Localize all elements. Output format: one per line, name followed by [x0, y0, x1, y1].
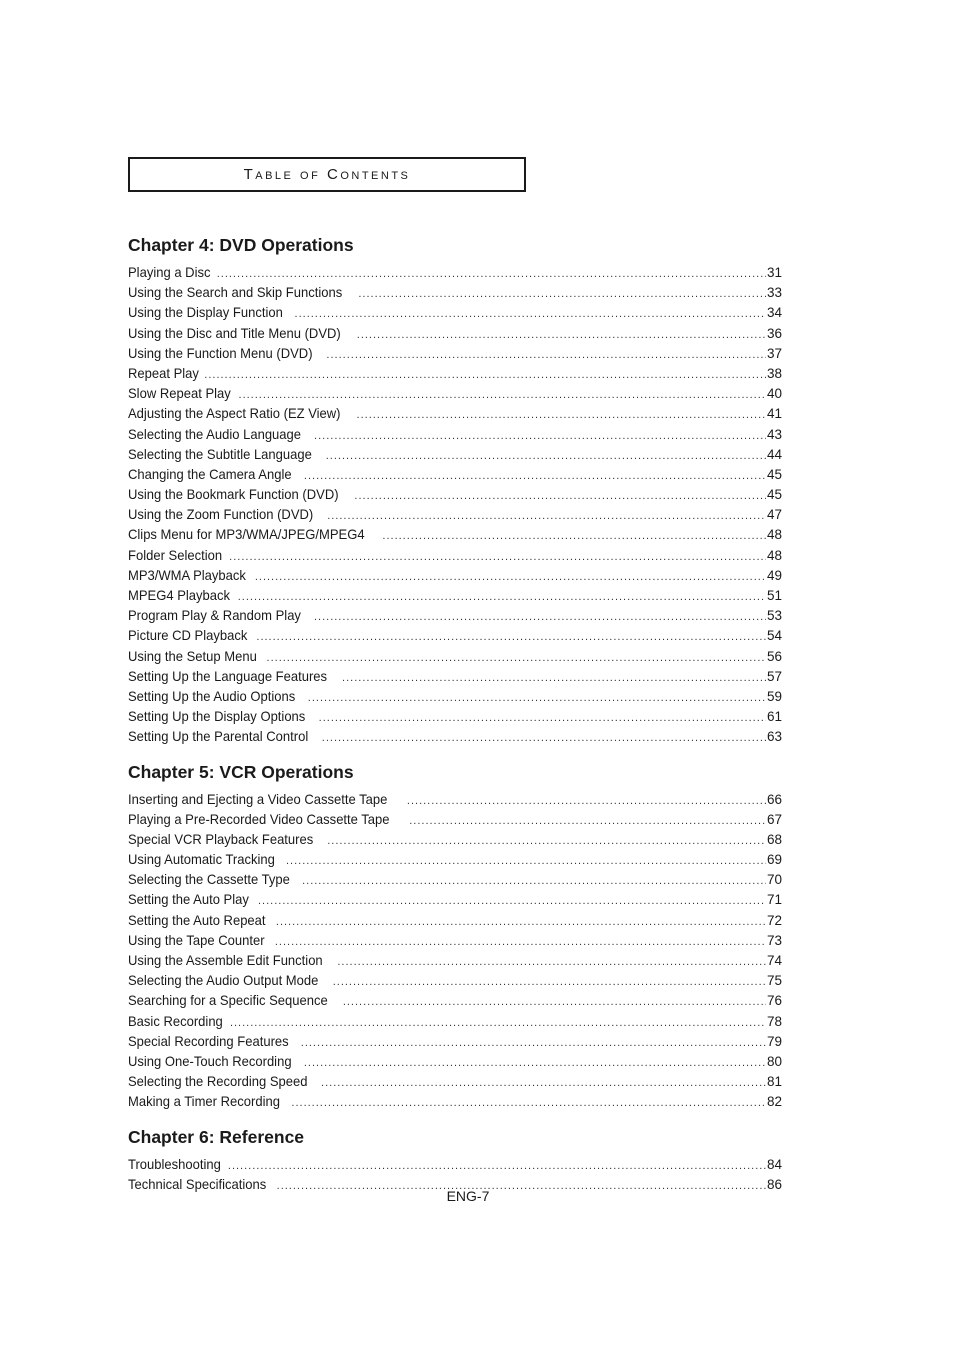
entry-page-number: 79: [766, 1033, 782, 1049]
toc-entry: [128, 282, 782, 302]
entry-title: Using the Bookmark Function (DVD): [128, 486, 339, 503]
chapter-heading: Chapter 5: VCR Operations: [128, 761, 354, 782]
dot-leader: [286, 849, 766, 869]
entry-page-number: 38: [766, 365, 782, 381]
dot-leader: [343, 990, 766, 1010]
entry-title: Using Automatic Tracking: [128, 851, 275, 868]
entry-page-number: 45: [766, 466, 782, 482]
toc-entry: [128, 726, 782, 746]
toc-entry: [128, 585, 782, 605]
entry-title: Playing a Disc: [128, 264, 211, 280]
entry-title: Changing the Camera Angle: [128, 465, 292, 482]
toc-entry: [128, 930, 782, 950]
toc-entry: [128, 262, 782, 282]
dot-leader: [319, 706, 766, 726]
entry-page-number: 49: [766, 567, 782, 583]
toc-entry: [128, 444, 782, 464]
entry-title: Using One-Touch Recording: [128, 1052, 292, 1069]
dot-leader: [295, 302, 766, 322]
toc-entry: [128, 889, 782, 909]
toc-entry: [128, 565, 782, 585]
entry-title: Selecting the Audio Output Mode: [128, 972, 319, 989]
entry-title: Using the Disc and Title Menu (DVD): [128, 324, 341, 341]
dot-leader: [333, 970, 766, 990]
entry-title: Making a Timer Recording: [128, 1093, 280, 1110]
dot-leader: [342, 666, 766, 686]
chapter-heading: Chapter 6: Reference: [128, 1126, 305, 1147]
entry-page-number: 68: [766, 831, 782, 847]
dot-leader: [314, 605, 766, 625]
dot-leader: [291, 1091, 766, 1111]
dot-leader: [302, 869, 766, 889]
dot-leader: [238, 585, 766, 605]
dot-leader: [256, 625, 766, 645]
toc-entry: [128, 524, 782, 544]
toc-entry: [128, 605, 782, 625]
entry-page-number: 44: [766, 446, 782, 462]
toc-entry: [128, 1154, 782, 1174]
entry-page-number: 48: [766, 547, 782, 563]
entry-title: Picture CD Playback: [128, 627, 248, 644]
toc-entry: [128, 809, 782, 829]
entry-page-number: 82: [766, 1094, 782, 1110]
dot-leader: [255, 565, 766, 585]
toc-entry: [128, 424, 782, 444]
entry-page-number: 76: [766, 993, 782, 1009]
entry-title: Using the Setup Menu: [128, 647, 257, 664]
dot-leader: [409, 809, 766, 829]
toc-entry: [128, 625, 782, 645]
entry-title: Using the Assemble Edit Function: [128, 952, 323, 968]
dot-leader: [304, 1051, 766, 1071]
entry-page-number: 72: [766, 912, 782, 928]
entry-page-number: 34: [766, 305, 782, 321]
entry-page-number: 78: [766, 1013, 782, 1029]
entry-title: Setting Up the Parental Control: [128, 728, 309, 745]
entry-title: Selecting the Subtitle Language: [128, 445, 312, 462]
entry-page-number: 37: [766, 345, 782, 361]
toc-entry: [128, 706, 782, 726]
toc-entry: [128, 970, 782, 990]
entry-page-number: 73: [766, 932, 782, 948]
toc-entry: [128, 950, 782, 970]
entry-page-number: 53: [766, 608, 782, 624]
dot-leader: [314, 424, 766, 444]
toc-entry: [128, 910, 782, 930]
entry-page-number: 66: [766, 791, 782, 807]
toc-entry: [128, 484, 782, 504]
entry-title: Setting the Auto Play: [128, 891, 249, 908]
dot-leader: [229, 545, 766, 565]
entry-title: Selecting the Audio Language: [128, 425, 302, 442]
dot-leader: [357, 403, 766, 423]
entry-title: Selecting the Recording Speed: [128, 1073, 308, 1090]
dot-leader: [326, 343, 766, 363]
entry-page-number: 67: [766, 811, 782, 827]
entry-title: Setting Up the Display Options: [128, 708, 306, 725]
entry-page-number: 84: [766, 1156, 782, 1172]
entry-page-number: 86: [766, 1176, 782, 1192]
entry-list: [128, 262, 782, 747]
toc-header-box: [128, 157, 526, 192]
entry-title: Using the Display Function: [128, 304, 283, 321]
toc-entry: [128, 829, 782, 849]
dot-leader: [301, 1031, 766, 1051]
toc-entry: [128, 403, 782, 423]
dot-leader: [228, 1154, 766, 1174]
entry-title: Clips Menu for MP3/WMA/JPEG/MPEG4: [128, 526, 365, 543]
dot-leader: [276, 910, 766, 930]
toc-entry: [128, 323, 782, 343]
entry-page-number: 51: [766, 588, 782, 603]
entry-title: Setting Up the Language Features: [128, 667, 328, 684]
entry-title: MPEG4 Playback: [128, 587, 231, 603]
entry-page-number: 80: [766, 1053, 782, 1069]
toc-entry: [128, 504, 782, 524]
entry-title: Setting Up the Audio Options: [128, 687, 296, 704]
entry-title: Inserting and Ejecting a Video Cassette Tape: [128, 790, 388, 807]
toc-entry: [128, 1091, 782, 1111]
toc-entry: [128, 302, 782, 322]
toc-entry: [128, 363, 782, 383]
toc-entry: [128, 1051, 782, 1071]
entry-page-number: 45: [766, 487, 782, 503]
entry-title: Using the Tape Counter: [128, 931, 265, 948]
entry-page-number: 57: [766, 668, 782, 684]
entry-page-number: 61: [766, 709, 782, 725]
page-title: Table of Contents: [243, 166, 411, 183]
dot-leader: [382, 524, 766, 544]
toc-entry: [128, 686, 782, 706]
toc-entry: [128, 849, 782, 869]
toc-entry: [128, 464, 782, 484]
dot-leader: [258, 889, 766, 909]
page-number: ENG-7: [446, 1188, 490, 1204]
dot-leader: [267, 646, 766, 666]
chapter-6: [128, 1124, 782, 1194]
entry-page-number: 56: [766, 648, 782, 664]
entry-page-number: 33: [766, 285, 782, 301]
dot-leader: [217, 262, 766, 282]
dot-leader: [308, 686, 766, 706]
dot-leader: [407, 789, 766, 809]
entry-title: Repeat Play: [128, 364, 199, 381]
toc-entry: [128, 646, 782, 666]
entry-title: Slow Repeat Play: [128, 385, 231, 402]
dot-leader: [204, 363, 766, 383]
entry-title: Using the Search and Skip Functions: [128, 284, 343, 301]
entry-page-number: 75: [766, 973, 782, 989]
entry-page-number: 70: [766, 872, 782, 888]
dot-leader: [327, 504, 766, 524]
toc-entry: [128, 1031, 782, 1051]
entry-title: Troubleshooting: [128, 1155, 221, 1172]
entry-title: Searching for a Specific Sequence: [128, 992, 328, 1009]
entry-title: Technical Specifications: [128, 1175, 267, 1192]
entry-page-number: 36: [766, 325, 782, 341]
entry-title: Adjusting the Aspect Ratio (EZ View): [128, 405, 341, 422]
dot-leader: [326, 444, 766, 464]
entry-list: [128, 789, 782, 1112]
toc-entry: [128, 869, 782, 889]
entry-title: Using the Function Menu (DVD): [128, 344, 313, 361]
toc-entry: [128, 789, 782, 809]
entry-page-number: 74: [766, 953, 782, 968]
entry-title: Special Recording Features: [128, 1032, 289, 1049]
toc-entry: [128, 383, 782, 403]
dot-leader: [321, 1071, 766, 1091]
entry-title: Folder Selection: [128, 546, 223, 563]
dot-leader: [354, 484, 766, 504]
entry-title: Setting the Auto Repeat: [128, 911, 266, 928]
entry-title: Selecting the Cassette Type: [128, 871, 290, 888]
entry-page-number: 81: [766, 1074, 782, 1090]
entry-page-number: 54: [766, 628, 782, 644]
entry-title: Using the Zoom Function (DVD): [128, 506, 314, 523]
chapter-5: [128, 759, 782, 1112]
dot-leader: [358, 282, 766, 302]
dot-leader: [230, 1011, 766, 1031]
toc-content: [128, 232, 782, 1194]
dot-leader: [322, 726, 766, 746]
entry-page-number: 31: [766, 265, 782, 280]
chapter-heading: Chapter 4: DVD Operations: [128, 235, 354, 255]
entry-page-number: 59: [766, 688, 782, 704]
entry-page-number: 40: [766, 386, 782, 402]
entry-page-number: 63: [766, 729, 782, 745]
entry-page-number: 43: [766, 426, 782, 442]
toc-entry: [128, 343, 782, 363]
entry-title: Basic Recording: [128, 1012, 223, 1029]
entry-page-number: 48: [766, 527, 782, 543]
dot-leader: [275, 930, 766, 950]
toc-entry: [128, 1071, 782, 1091]
dot-leader: [337, 950, 766, 970]
dot-leader: [357, 323, 766, 343]
dot-leader: [304, 464, 766, 484]
toc-entry: [128, 666, 782, 686]
toc-entry: [128, 990, 782, 1010]
toc-entry: [128, 1011, 782, 1031]
entry-page-number: 69: [766, 852, 782, 868]
entry-title: MP3/WMA Playback: [128, 566, 246, 583]
entry-page-number: 47: [766, 507, 782, 523]
entry-title: Special VCR Playback Features: [128, 830, 314, 847]
dot-leader: [327, 829, 766, 849]
dot-leader: [239, 383, 766, 403]
chapter-4: [128, 232, 782, 747]
toc-entry: [128, 545, 782, 565]
entry-title: Playing a Pre-Recorded Video Cassette Tape: [128, 810, 390, 827]
entry-page-number: 71: [766, 892, 782, 908]
entry-page-number: 41: [766, 406, 782, 422]
entry-title: Program Play & Random Play: [128, 607, 301, 624]
